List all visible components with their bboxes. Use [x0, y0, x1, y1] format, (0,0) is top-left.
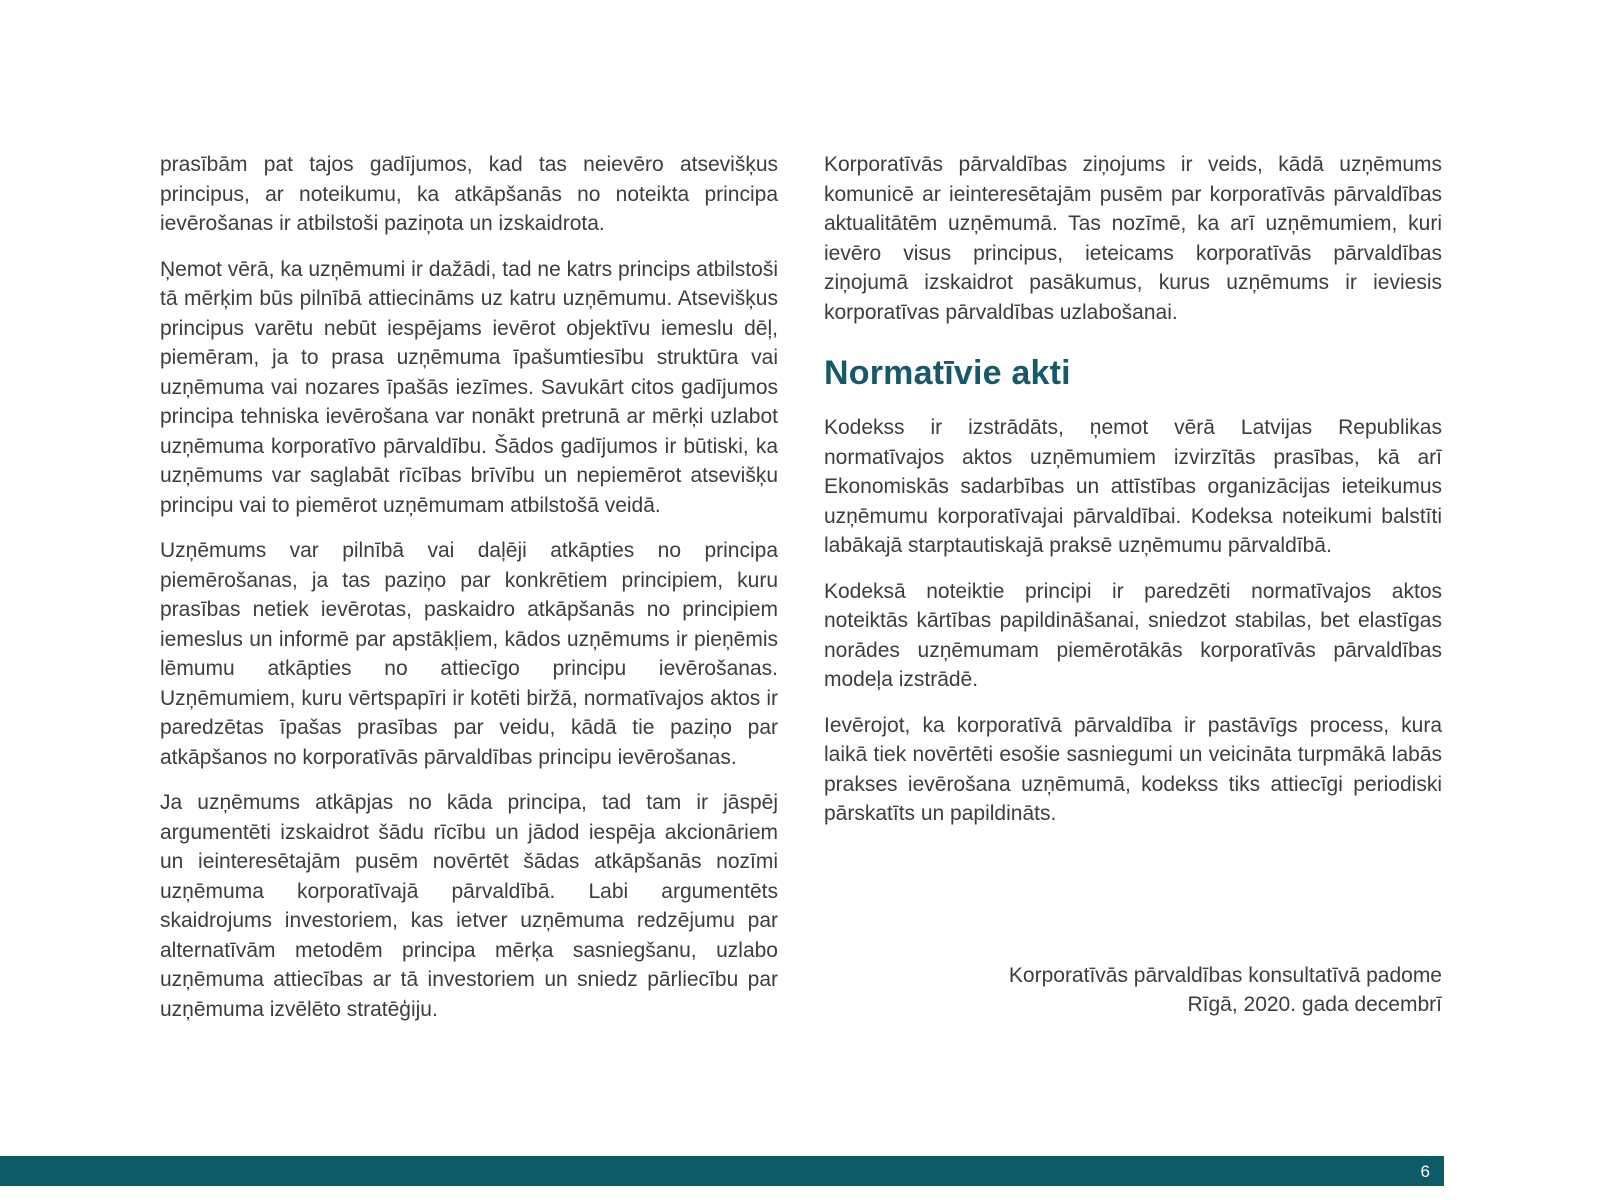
- signature-place-date: Rīgā, 2020. gada decembrī: [1187, 993, 1442, 1016]
- paragraph: Korporatīvās pārvaldības ziņojums ir veids, kādā uzņēmums komunicē ar ieinteresētajām pusēm par korporatīvās pārvaldības aktualitātēm uzņēmumā. Tas nozīmē, ka arī uzņēmumiem, kuri ievēro visus principus, ieteicams korporatīvās pārvaldības ziņojumā izskaidrot pasākumus, kurus uzņēmums ir ieviesis korporatīvas pārvaldības uzlabošanai.: [824, 153, 1442, 324]
- page-number: 6: [1420, 1161, 1430, 1181]
- paragraph-continued: prasībām pat tajos gadījumos, kad tas neievēro atsevišķus principus, ar noteikumu, ka atkāpšanās no noteikta principa ievērošanas ir atbilstoši paziņota un izskaidrota.: [160, 153, 778, 235]
- paragraph: Kodeksā noteiktie principi ir paredzēti normatīvajos aktos noteiktās kārtības papildināšanai, sniedzot stabilas, bet elastīgas norādes uzņēmumam piemērotākās korporatīvās pārvaldības modeļa izstrādē.: [824, 579, 1442, 691]
- right-column: [824, 150, 1442, 1040]
- left-column: [160, 150, 778, 1040]
- paragraph: Uzņēmums var pilnībā vai daļēji atkāpties no principa piemērošanas, ja tas paziņo par konkrētiem principiem, kuru prasības netiek ievērotas, paskaidro atkāpšanās no principiem iemeslus un informē par apstākļiem, kādos uzņēmums ir pieņēmis lēmumu atkāpties no attiecīgo principu ievērošanas. Uzņēmumiem, kuru vērtspapīri ir kotēti biržā, normatīvajos aktos ir paredzētas īpašas prasības par veidu, kādā tie paziņo par atkāpšanos no korporatīvās pārvaldības principu ievērošanas.: [160, 539, 778, 769]
- paragraph: Ņemot vērā, ka uzņēmumi ir dažādi, tad ne katrs princips atbilstoši tā mērķim būs pilnībā attiecināms uz katru uzņēmumu. Atsevišķus principus varētu nebūt iespējams ievērot objektīvu iemeslu dēļ, piemēram, ja to prasa uzņēmuma īpašumtiesību struktūra vai uzņēmuma vai nozares īpašās iezīmes. Savukārt citos gadījumos principa tehniska ievērošana var nonākt pretrunā ar mērķi uzlabot uzņēmuma korporatīvo pārvaldību. Šādos gadījumos ir būtiski, ka uzņēmums var saglabāt rīcības brīvību un nepiemērot atsevišķu principu vai to piemērot uzņēmumam atbilstošā veidā.: [160, 257, 778, 517]
- section-heading: Normatīvie akti: [824, 354, 1071, 392]
- page-content: [160, 150, 1442, 1040]
- paragraph: Ja uzņēmums atkāpjas no kāda principa, tad tam ir jāspēj argumentēti izskaidrot šādu rīcību un jādod iespēja akcionāriem un ieinteresētajām pusēm novērtēt šādas atkāpšanās nozīmi uzņēmuma korporatīvajā pārvaldībā. Labi argumentēts skaidrojums investoriem, kas ietver uzņēmuma redzējumu par alternatīvām metodēm principa mērķa sasniegšanu, uzlabo uzņēmuma attiecības ar tā investoriem un sniedz pārliecību par uzņēmuma izvēlēto stratēģiju.: [160, 791, 778, 1021]
- signature-block: [824, 961, 1442, 1020]
- footer-bar: [0, 1156, 1444, 1186]
- signature-author: Korporatīvās pārvaldības konsultatīvā padome: [1008, 963, 1442, 987]
- paragraph: Ievērojot, ka korporatīvā pārvaldība ir pastāvīgs process, kura laikā tiek novērtēti esošie sasniegumi un veicināta turpmākā labās prakses ievērošana uzņēmumā, kodekss tiks attiecīgi periodiski pārskatīts un papildināts.: [824, 713, 1442, 825]
- paragraph: Kodekss ir izstrādāts, ņemot vērā Latvijas Republikas normatīvajos aktos uzņēmumiem izvirzītās prasības, kā arī Ekonomiskās sadarbības un attīstības organizācijas ieteikumus uzņēmumu korporatīvajai pārvaldībai. Kodeksa noteikumi balstīti labākajā starptautiskajā praksē uzņēmumu pārvaldībā.: [824, 416, 1442, 557]
